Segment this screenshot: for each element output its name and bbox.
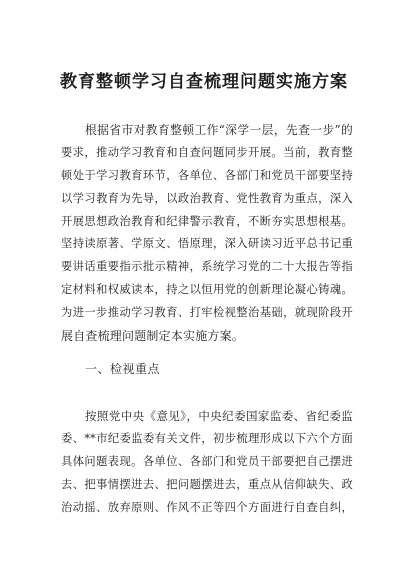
paragraph-line: 定材料和权威读本，持之以恒用党的创新理论凝心铸魂。 xyxy=(61,283,353,297)
paragraph-line: 坚持读原著、学原文、悟原理，深入研读习近平总书记重 xyxy=(61,237,353,251)
paragraph-line: 具体问题表现。各单位、各部门和党员干部要把自己摆进 xyxy=(61,454,353,468)
paragraph-line: 按照党中央《意见》，中央纪委国家监委、省纪委监 xyxy=(85,409,353,423)
paragraph-line: 根据省市对教育整顿工作“深学一层，先查一步”的 xyxy=(85,123,353,137)
section-heading: 一、检视重点 xyxy=(85,362,161,376)
section-paragraph xyxy=(61,405,353,519)
paragraph-line: 要讲话重要指示批示精神，系统学习党的二十大报告等指 xyxy=(61,260,353,274)
paragraph-line: 去、把事情摆进去、把问题摆进去，重点从信仰缺失、政 xyxy=(61,477,353,491)
document-title: 教育整顿学习自查梳理问题实施方案 xyxy=(60,72,348,92)
paragraph-line: 委、**市纪委监委有关文件，初步梳理形成以下六个方面 xyxy=(61,431,353,445)
intro-paragraph xyxy=(61,119,353,348)
paragraph-line: 要求，推动学习教育和自查问题同步开展。当前，教育整 xyxy=(61,145,353,159)
paragraph-line: 治动摇、放弃原则、作风不正等四个方面进行自查自纠， xyxy=(61,500,353,514)
paragraph-line: 开展思想政治教育和纪律警示教育，不断夯实思想根基。 xyxy=(61,214,353,228)
paragraph-line: 为进一步推动学习教育、打牢检视整治基础，就现阶段开 xyxy=(61,306,353,320)
paragraph-line: 以学习教育为先导，以政治教育、党性教育为重点，深入 xyxy=(61,191,353,205)
paragraph-line: 展自查梳理问题制定本实施方案。 xyxy=(61,329,245,344)
paragraph-line: 顿处于学习教育环节，各单位、各部门和党员干部要坚持 xyxy=(61,168,353,182)
